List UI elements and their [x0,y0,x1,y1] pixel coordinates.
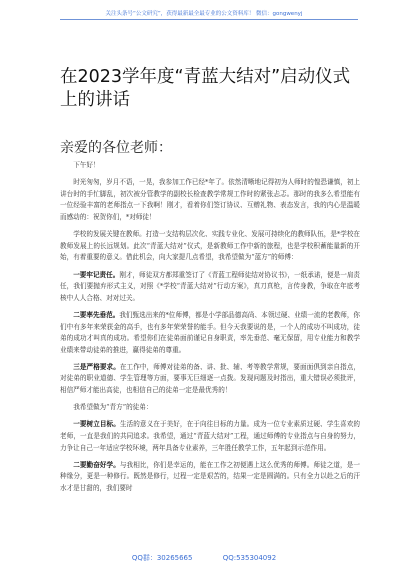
paragraph-lead: 一要牢记责任。 [73,270,120,279]
banner-rule [60,19,358,20]
footer [0,553,408,563]
footer-qq-group: QQ群：30265665 [131,554,193,562]
paragraph-lead: 二要勤奋好学。 [73,460,120,469]
paragraph-lead: 二要率先垂范。 [73,310,120,319]
paragraph-text: 刚才，师徒双方都郑重签订了《青蓝工程师徒结对协议书》，一纸承诺，便是一肩责任，我们要抛弃形式主义，对照《*学校“青蓝大结对”行动方案》，真刀真枪，言传身教，争取在年底考核中人人合格、对对过关。 [60,270,361,302]
banner-text: 关注头条号“公文研究”，获得最新最全最专业的公文资料库！ 微信：gongwenyj [105,11,303,17]
page-title: 在2023学年度“青蓝大结对”启动仪式上的讲话 [60,67,351,110]
paragraph [60,402,360,414]
paragraph-lead: 三是严格要求。 [73,362,120,371]
paragraph-text: 学校的发展关键在教师。打造一支结构层次化、实践专业化、发展可持续化的教师队伍，是*学校在教师发展上的长远规划。此次“青蓝大结对”仪式，是新教师工作中新的旅程，也是学校积蓄能量新的开始，有着重要的意义。借此机会，向大家提几点希望，我希望做为“蓝方”的师傅： [60,230,361,262]
paragraph [60,229,360,264]
greeting: 亲爱的各位老师： [60,140,172,156]
paragraph [60,310,360,356]
header-banner [0,0,408,22]
paragraph [60,362,360,397]
paragraph-text: 与我相比，你们是幸运的，能在工作之初便遇上这么优秀的师傅。师徒之道，是一种缘分，更是一种修行。既然是修行，过程一定是艰苦的，结果一定是圆满的。只有全力以赴之后的汗水才是甘甜的，我们要时 [60,460,360,492]
paragraph [60,270,360,305]
paragraph-text: 下午好！ [73,161,100,169]
paragraph-text: 在工作中，师傅对徒弟的备、讲、批、辅、考等教学常规，要面面俱到亲自指点，对徒弟的职业道德、学生管理等方面，要事无巨细逐一点拨。发现问题及时指出，重大错误必须批评，相信严师才能出高徒，也相信自己的徒弟一定是最优秀的！ [60,362,360,395]
footer-qq: QQ:535304092 [222,554,277,562]
paragraph-text: 我希望做为“青方”的徒弟： [73,403,153,412]
paragraph-text: 生活的意义在于美好，在于向往目标的力量。成为一位专业素质过硬、学生喜欢的老师，一直是我们的共同追求。我希望，通过“青蓝大结对”工程，通过师傅的专业指点与自身的努力，力争让自己一年适应学校环境，两年具备专业素养，三年胜任教学工作，五年起到示范作用。 [60,420,360,452]
paragraph [60,177,360,223]
paragraph-text: 时光匆匆，岁月不语，一晃，我参加工作已经*年了。依然清晰地记得初为人师时的惶恐谦慎，初上讲台时的手忙脚乱，初次被分管教学的副校长检查教学常规工作时的紧张忐忑。那时的我多么希望能有一位经验丰富的老师指点一下我啊！刚才，看着你们签订协议、互赠礼物、表态发言，我的内心是温暖而感动的：祝贺你们，*对师徒！ [60,178,361,221]
speech-body [60,160,360,500]
paragraph-text: 我们甄选出来的*位师傅，都是小学部品德高尚、本领过硬、业绩一流的老教师，你们中有多年来荣获金的高手，也有多年荣荣誉的能手。但今天我要说的是，一个人的成功不叫成功，徒弟的成功才叫真的成功。希望你们在徒弟面前谨记自身职责，率先垂范、毫无保留，用专业能力和教学业绩来带动徒弟的推进，赢得徒弟的尊重。 [60,310,361,354]
paragraph [60,460,360,495]
paragraph [60,419,360,454]
paragraph-lead: 一要树立目标。 [73,420,120,429]
paragraph [60,160,360,172]
